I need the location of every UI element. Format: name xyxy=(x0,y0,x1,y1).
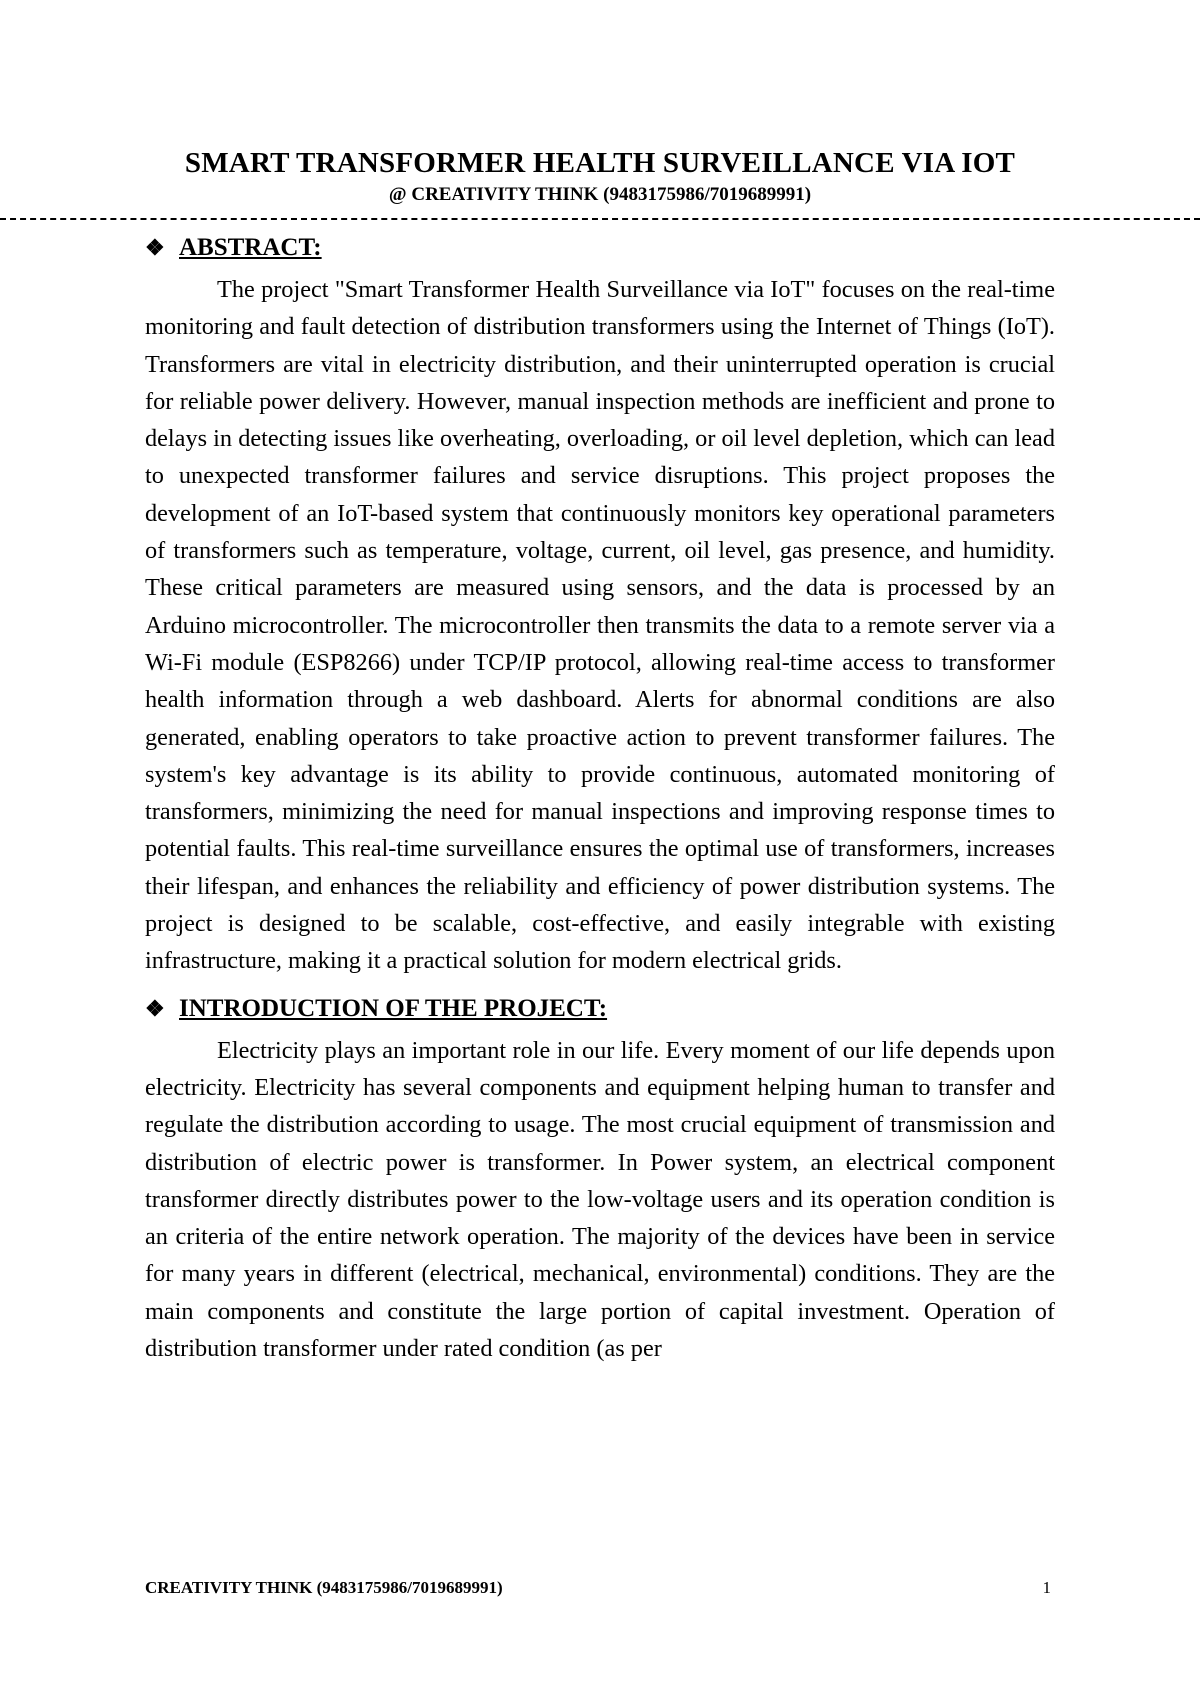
abstract-heading: ABSTRACT: xyxy=(179,234,322,261)
abstract-section xyxy=(145,231,1055,980)
page-number: 1 xyxy=(1042,1578,1051,1597)
section-heading xyxy=(145,992,1055,1026)
abstract-paragraph: The project "Smart Transformer Health Surveillance via IoT" focuses on the real-time monitoring and fault detection of distribution transformers using the Internet of Things (IoT). Transformers are vital in electricity distribution, and their uninterrupted operation is crucial for reliable power delivery. However, manual inspection methods are inefficient and prone to delays in detecting issues like overheating, overloading, or oil level depletion, which can lead to unexpected transformer failures and service disruptions. This project proposes the development of an IoT-based system that continuously monitors key operational parameters of transformers such as temperature, voltage, current, oil level, gas presence, and humidity. These critical parameters are measured using sensors, and the data is processed by an Arduino microcontroller. The microcontroller then transmits the data to a remote server via a Wi-Fi module (ESP8266) under TCP/IP protocol, allowing real-time access to transformer health information through a web dashboard. Alerts for abnormal conditions are also generated, enabling operators to take proactive action to prevent transformer failures. The system's key advantage is its ability to provide continuous, automated monitoring of transformers, minimizing the need for manual inspections and improving response times to potential faults. This real-time surveillance ensures the optimal use of transformers, increases their lifespan, and enhances the reliability and efficiency of power distribution systems. The project is designed to be scalable, cost-effective, and easily integrable with existing infrastructure, making it a practical solution for modern electrical grids. xyxy=(145,276,1055,975)
introduction-paragraph: Electricity plays an important role in our life. Every moment of our life depends upon electricity. Electricity has several components and equipment helping human to transfer and regulate the distribution according to usage. The most crucial equipment of transmission and distribution of electric power is transformer. In Power system, an electrical component transformer directly distributes power to the low-voltage users and its operation condition is an criteria of the entire network operation. The majority of the devices have been in service for many years in different (electrical, mechanical, environmental) conditions. They are the main components and constitute the large portion of capital investment. Operation of distribution transformer under rated condition (as per xyxy=(145,1036,1055,1363)
section-heading xyxy=(145,231,1055,265)
footer-text: CREATIVITY THINK (9483175986/7019689991) xyxy=(145,1578,503,1597)
diamond-bullet-icon: ❖ xyxy=(145,995,165,1021)
document-title: SMART TRANSFORMER HEALTH SURVEILLANCE VIA IOT xyxy=(184,147,1016,179)
document-header xyxy=(0,146,1200,208)
document-subtitle: @ CREATIVITY THINK (9483175986/7019689991) xyxy=(388,184,812,205)
diamond-bullet-icon: ❖ xyxy=(145,235,165,260)
introduction-section xyxy=(145,992,1055,1368)
introduction-heading: INTRODUCTION OF THE PROJECT: xyxy=(179,994,608,1022)
page-footer xyxy=(145,1578,1055,1598)
dashed-divider xyxy=(0,218,1200,220)
document-body xyxy=(145,231,1055,1367)
